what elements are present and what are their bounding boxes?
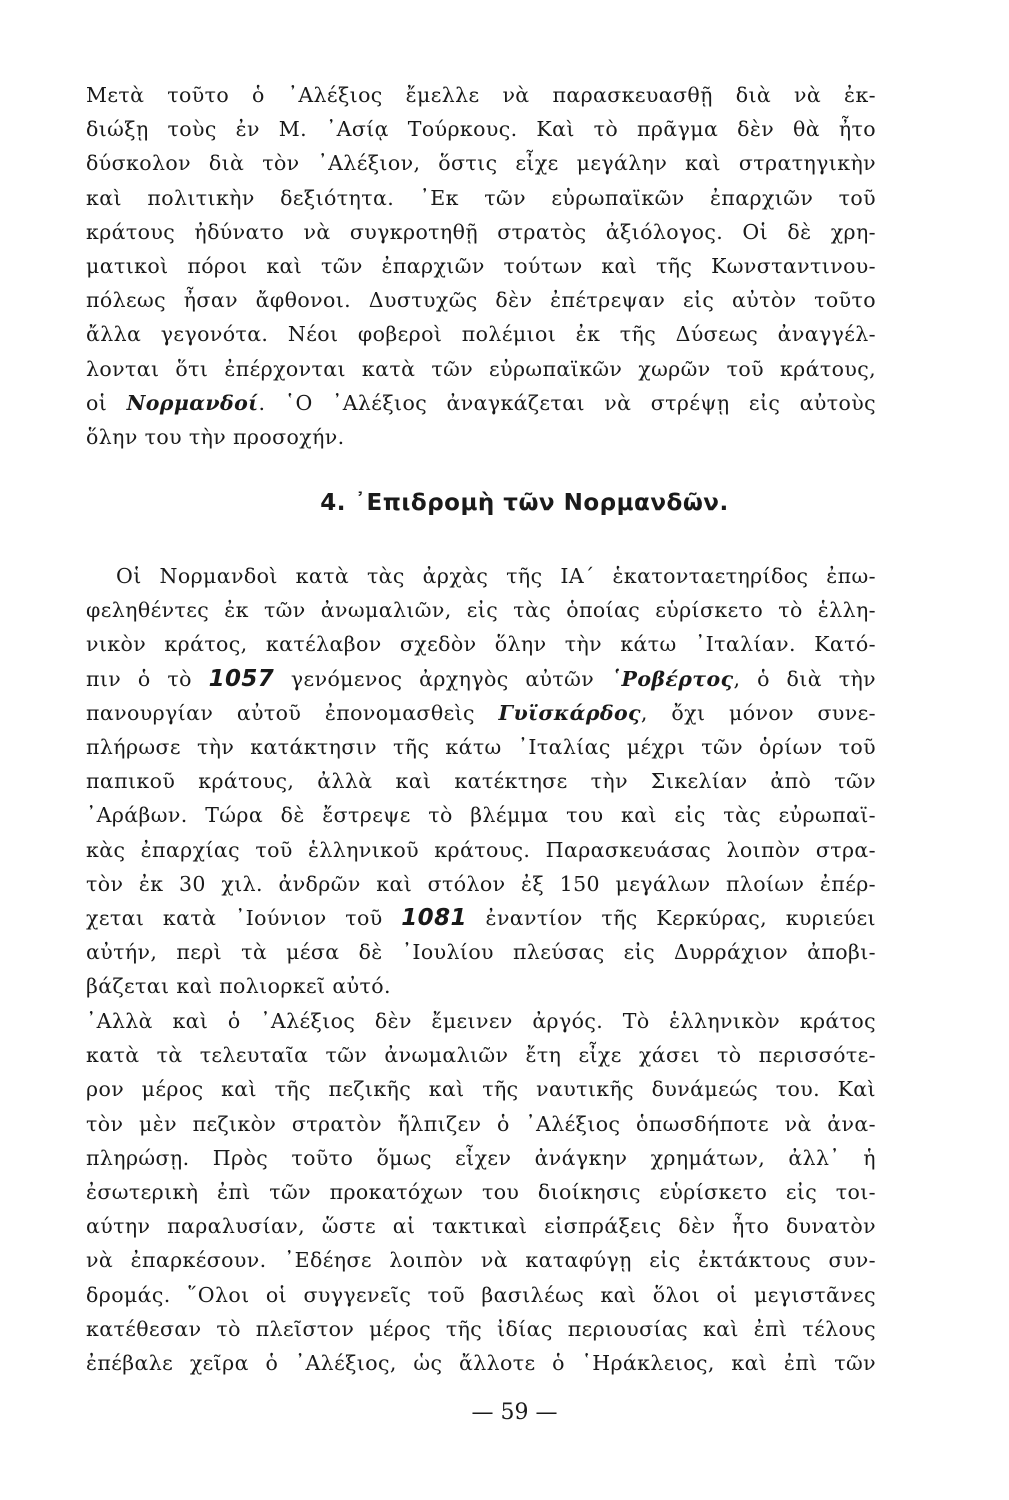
text-line: ματικοὶ πόροι καὶ τῶν ἐπαρχιῶν τούτων καὶ τῆς Κωνσταντινου- — [86, 253, 876, 278]
text-line: βάζεται καὶ πολιορκεῖ αὐτό. — [86, 974, 391, 999]
page-number: — 59 — — [471, 1400, 558, 1425]
section-heading: 4. ᾿Επιδρομὴ τῶν Νορμανδῶν. — [320, 490, 729, 516]
text-line — [86, 386, 876, 420]
text-run: γενόμενος ἀρχηγὸς αὐτῶν — [274, 666, 611, 691]
year-1081: 1081 — [401, 904, 467, 931]
text-line: κράτους ἠδύνατο νὰ συγκροτηθῇ στρατὸς ἀξιόλογος. Οἱ δὲ χρη- — [86, 219, 876, 244]
text-line: Οἱ Νορμανδοὶ κατὰ τὰς ἀρχὰς τῆς ΙΑ΄ ἑκατονταετηρίδος ἐπω- — [116, 564, 876, 588]
text-line: ἄλλα γεγονότα. Νέοι φοβεροὶ πολέμιοι ἐκ τῆς Δύσεως ἀναγγέλ- — [86, 322, 876, 347]
text-run: , ὁ διὰ τὴν — [733, 666, 876, 691]
text-line: ᾿Αλλὰ καὶ ὁ ᾿Αλέξιος δὲν ἔμεινεν ἀργός. Τὸ ἑλληνικὸν κράτος — [86, 1009, 876, 1033]
text-line — [86, 901, 876, 935]
text-line: παπικοῦ κράτους, ἀλλὰ καὶ κατέκτησε τὴν Σικελίαν ἀπὸ τῶν — [86, 769, 876, 794]
text-run: πανουργίαν αὐτοῦ ἐπονομασθεὶς — [86, 700, 499, 725]
text-line: ρον μέρος καὶ τῆς πεζικῆς καὶ τῆς ναυτικῆς δυνάμεώς του. Καὶ — [86, 1077, 876, 1102]
text-line: καὶ πολιτικὴν δεξιότητα. ᾿Εκ τῶν εὐρωπαϊκῶν ἐπαρχιῶν τοῦ — [86, 185, 876, 210]
emphasis-normans: Νορμανδοί — [126, 390, 259, 415]
text-line: αύτην παραλυσίαν, ὥστε αἱ τακτικαὶ εἰσπράξεις δὲν ἦτο δυνατὸν — [86, 1214, 876, 1239]
text-line: Μετὰ τοῦτο ὁ ᾿Αλέξιος ἔμελλε νὰ παρασκευασθῇ διὰ νὰ ἐκ- — [86, 83, 876, 107]
text-line: ὅλην του τὴν προσοχήν. — [86, 424, 345, 449]
text-run: πιν ὁ τὸ — [86, 666, 209, 691]
text-line — [86, 662, 876, 696]
text-line: δύσκολον διὰ τὸν ᾿Αλέξιον, ὅστις εἶχε μεγάλην καὶ στρατηγικὴν — [86, 151, 876, 176]
text-line: νὰ ἐπαρκέσουν. ᾿Εδέησε λοιπὸν νὰ καταφύγῃ εἰς ἐκτάκτους συν- — [86, 1248, 876, 1273]
text-line: λονται ὅτι ἐπέρχονται κατὰ τῶν εὐρωπαϊκῶν χωρῶν τοῦ κράτους, — [86, 356, 876, 381]
text-line: πόλεως ἦσαν ἄφθονοι. Δυστυχῶς δὲν ἐπέτρεψαν εἰς αὐτὸν τοῦτο — [86, 288, 876, 313]
text-line: πλήρωσε τὴν κατάκτησιν τῆς κάτω ᾿Ιταλίας μέχρι τῶν ὁρίων τοῦ — [86, 734, 876, 759]
text-line: αὐτήν, περὶ τὰ μέσα δὲ ᾿Ιουλίου πλεύσας εἰς Δυρράχιον ἀποβι- — [86, 940, 876, 965]
text-line: ἐσωτερικὴ ἐπὶ τῶν προκατόχων του διοίκησις εὑρίσκετο εἰς τοι- — [86, 1179, 876, 1204]
year-1057: 1057 — [208, 665, 275, 692]
paragraph-2 — [86, 559, 876, 1003]
text-run: ἐναντίον τῆς Κερκύρας, κυριεύει — [466, 905, 876, 930]
emphasis-robert: ῾Ροβέρτος — [610, 666, 734, 691]
paragraph-1 — [86, 78, 876, 454]
text-line: ἐπέβαλε χεῖρα ὁ ᾿Αλέξιος, ὡς ἄλλοτε ὁ ῾Ηράκλειος, καὶ ἐπὶ τῶν — [86, 1350, 876, 1375]
text-run: χεται κατὰ ᾿Ιούνιον τοῦ — [86, 905, 402, 930]
paragraph-3 — [86, 1004, 876, 1380]
text-run: οἱ — [86, 390, 127, 415]
text-run: , ὄχι μόνον συνε- — [640, 700, 876, 725]
text-line: κατὰ τὰ τελευταῖα τῶν ἀνωμαλιῶν ἔτη εἶχε χάσει τὸ περισσότε- — [86, 1043, 876, 1068]
text-line: δρομάς. ῞Ολοι οἱ συγγενεῖς τοῦ βασιλέως καὶ ὅλοι οἱ μεγιστᾶνες — [86, 1282, 876, 1307]
text-line — [86, 696, 876, 730]
text-line: τὸν μὲν πεζικὸν στρατὸν ἤλπιζεν ὁ ᾿Αλέξιος ὁπωσδήποτε νὰ ἀνα- — [86, 1111, 876, 1136]
text-run: . ῾Ο ᾿Αλέξιος ἀναγκάζεται νὰ στρέψῃ εἰς αὐτοὺς — [258, 390, 876, 415]
emphasis-guiscard: Γυϊσκάρδος — [498, 700, 641, 725]
text-line: πληρώσῃ. Πρὸς τοῦτο ὅμως εἶχεν ἀνάγκην χρημάτων, ἀλλ᾿ ἡ — [86, 1145, 876, 1170]
text-line: ᾿Αράβων. Τώρα δὲ ἔστρεψε τὸ βλέμμα του καὶ εἰς τὰς εὐρωπαϊ- — [86, 803, 876, 828]
text-line: κὰς ἐπαρχίας τοῦ ἑλληνικοῦ κράτους. Παρασκευάσας λοιπὸν στρα- — [86, 837, 876, 862]
text-line: νικὸν κράτος, κατέλαβον σχεδὸν ὅλην τὴν κάτω ᾿Ιταλίαν. Κατό- — [86, 632, 876, 657]
text-line: διώξῃ τοὺς ἐν Μ. ᾿Ασίᾳ Τούρκους. Καὶ τὸ πρᾶγμα δὲν θὰ ἦτο — [86, 117, 876, 142]
text-line: τὸν ἐκ 30 χιλ. ἀνδρῶν καὶ στόλον ἐξ 150 μεγάλων πλοίων ἐπέρ- — [86, 871, 876, 896]
text-line: κατέθεσαν τὸ πλεῖστον μέρος τῆς ἰδίας περιουσίας καὶ ἐπὶ τέλους — [86, 1316, 876, 1341]
text-line: φεληθέντες ἐκ τῶν ἀνωμαλιῶν, εἰς τὰς ὁποίας εὑρίσκετο τὸ ἑλλη- — [86, 598, 876, 623]
